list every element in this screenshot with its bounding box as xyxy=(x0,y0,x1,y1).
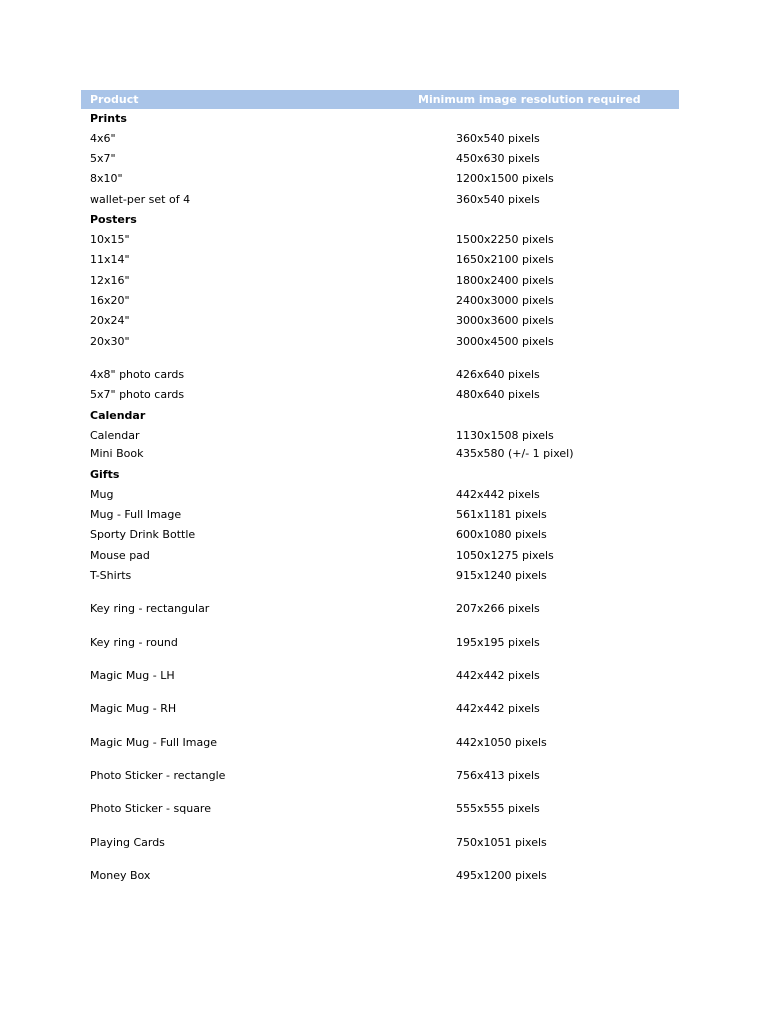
product-name: T-Shirts xyxy=(90,569,132,582)
product-name: Sporty Drink Bottle xyxy=(90,528,196,541)
product-name: Mouse pad xyxy=(90,549,150,562)
table-row xyxy=(0,446,768,461)
product-name: 4x6" xyxy=(90,132,116,145)
header-resolution: Minimum image resolution required xyxy=(418,93,641,106)
table-header xyxy=(81,90,679,109)
product-name: 10x15" xyxy=(90,233,130,246)
resolution-value: 750x1051 pixels xyxy=(456,836,547,849)
resolution-value: 480x640 pixels xyxy=(456,388,540,401)
table-row xyxy=(0,192,768,207)
product-name: 8x10" xyxy=(90,172,123,185)
table-row xyxy=(0,273,768,288)
table-row xyxy=(0,507,768,522)
table-row xyxy=(0,701,768,716)
section-heading: Posters xyxy=(90,213,137,226)
product-name: Mug - Full Image xyxy=(90,508,182,521)
resolution-value: 435x580 (+/- 1 pixel) xyxy=(456,447,574,460)
header-product: Product xyxy=(90,93,139,106)
resolution-value: 2400x3000 pixels xyxy=(456,294,554,307)
product-name: 4x8" photo cards xyxy=(90,368,185,381)
product-name: 20x30" xyxy=(90,335,130,348)
product-name: Playing Cards xyxy=(90,836,165,849)
product-name: Mug xyxy=(90,488,114,501)
resolution-value: 426x640 pixels xyxy=(456,368,540,381)
table-row xyxy=(0,801,768,816)
product-name: Key ring - round xyxy=(90,636,178,649)
product-name: Magic Mug - LH xyxy=(90,669,175,682)
product-name: 5x7" photo cards xyxy=(90,388,185,401)
section-heading-row xyxy=(0,212,768,227)
product-name: Mini Book xyxy=(90,447,144,460)
resolution-value: 442x442 pixels xyxy=(456,669,540,682)
resolution-value: 3000x4500 pixels xyxy=(456,335,554,348)
table-row xyxy=(0,735,768,750)
resolution-value: 915x1240 pixels xyxy=(456,569,547,582)
resolution-value: 442x442 pixels xyxy=(456,702,540,715)
resolution-value: 561x1181 pixels xyxy=(456,508,547,521)
resolution-value: 195x195 pixels xyxy=(456,636,540,649)
table-row xyxy=(0,151,768,166)
product-name: 11x14" xyxy=(90,253,130,266)
table-row xyxy=(0,131,768,146)
section-heading: Prints xyxy=(90,112,127,125)
product-name: Magic Mug - RH xyxy=(90,702,177,715)
product-name: 12x16" xyxy=(90,274,130,287)
product-name: Photo Sticker - rectangle xyxy=(90,769,226,782)
resolution-value: 442x1050 pixels xyxy=(456,736,547,749)
resolution-value: 450x630 pixels xyxy=(456,152,540,165)
table-row xyxy=(0,668,768,683)
product-name: wallet-per set of 4 xyxy=(90,193,191,206)
table-row xyxy=(0,313,768,328)
product-name: Key ring - rectangular xyxy=(90,602,210,615)
table-row xyxy=(0,601,768,616)
product-name: Magic Mug - Full Image xyxy=(90,736,217,749)
product-name: 16x20" xyxy=(90,294,130,307)
resolution-value: 600x1080 pixels xyxy=(456,528,547,541)
table-row xyxy=(0,568,768,583)
resolution-value: 1800x2400 pixels xyxy=(456,274,554,287)
table-row xyxy=(0,232,768,247)
table-row xyxy=(0,868,768,883)
table-row xyxy=(0,293,768,308)
resolution-value: 1500x2250 pixels xyxy=(456,233,554,246)
table-row xyxy=(0,334,768,349)
table-row xyxy=(0,548,768,563)
table-row xyxy=(0,768,768,783)
resolution-value: 1200x1500 pixels xyxy=(456,172,554,185)
table-row xyxy=(0,428,768,443)
product-name: Photo Sticker - square xyxy=(90,802,211,815)
section-heading-row xyxy=(0,111,768,126)
product-name: Money Box xyxy=(90,869,151,882)
resolution-value: 1130x1508 pixels xyxy=(456,429,554,442)
section-heading: Calendar xyxy=(90,409,146,422)
section-heading: Gifts xyxy=(90,468,120,481)
table-row xyxy=(0,487,768,502)
resolution-value: 756x413 pixels xyxy=(456,769,540,782)
resolution-value: 360x540 pixels xyxy=(456,132,540,145)
table-row xyxy=(0,252,768,267)
table-row xyxy=(0,367,768,382)
resolution-value: 207x266 pixels xyxy=(456,602,540,615)
resolution-value: 360x540 pixels xyxy=(456,193,540,206)
table-row xyxy=(0,171,768,186)
table-row xyxy=(0,387,768,402)
product-name: 20x24" xyxy=(90,314,130,327)
section-heading-row xyxy=(0,408,768,423)
resolution-value: 442x442 pixels xyxy=(456,488,540,501)
table-row xyxy=(0,527,768,542)
section-heading-row xyxy=(0,467,768,482)
table-row xyxy=(0,635,768,650)
resolution-value: 3000x3600 pixels xyxy=(456,314,554,327)
product-name: 5x7" xyxy=(90,152,116,165)
resolution-value: 495x1200 pixels xyxy=(456,869,547,882)
table-row xyxy=(0,835,768,850)
product-name: Calendar xyxy=(90,429,140,442)
resolution-value: 555x555 pixels xyxy=(456,802,540,815)
resolution-value: 1050x1275 pixels xyxy=(456,549,554,562)
resolution-value: 1650x2100 pixels xyxy=(456,253,554,266)
